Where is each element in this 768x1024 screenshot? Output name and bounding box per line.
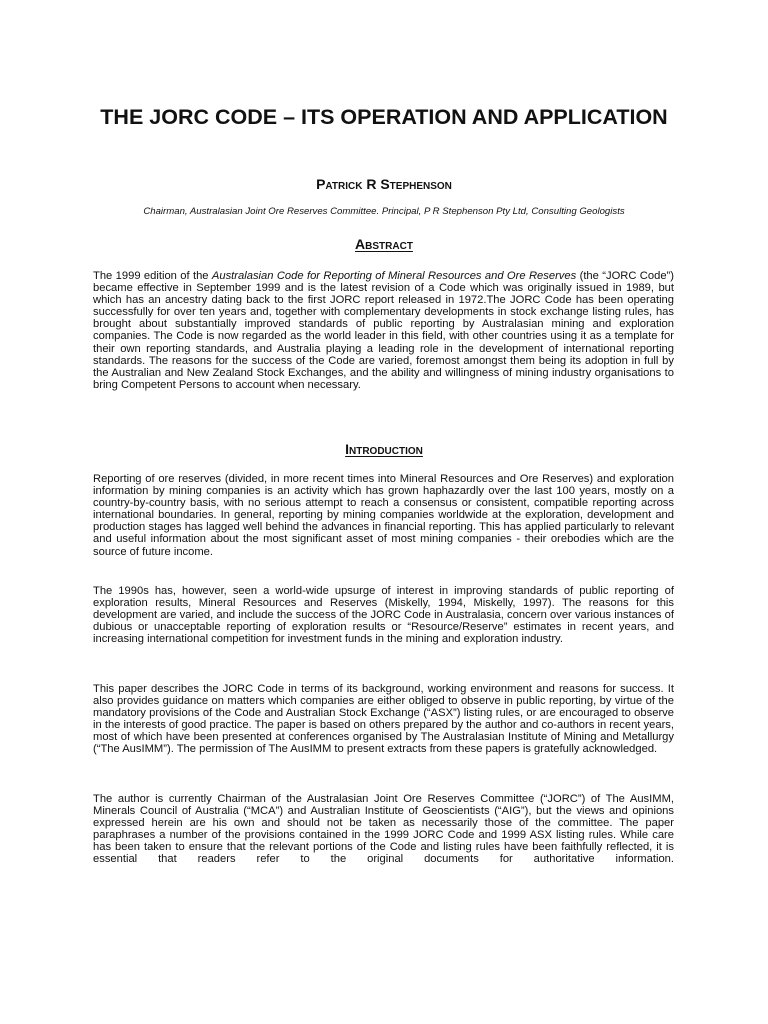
abstract-code-title: Australasian Code for Reporting of Mineral Resources and Ore Reserves [211,270,577,282]
intro-paragraph-1: Reporting of ore reserves (divided, in more recent times into Mineral Resources and Ore Reserves) and exploration information by mining companies is an activity which has grown haphazardly over the last 100 years, mostly on a country-by-country basis, with no serious attempt to reach a consensus or consistent, compatible reporting across international boundaries. In general, reporting by mining companies worldwide at the exploration, development and production stages has lagged well behind the advances in financial reporting. This has applied particularly to relevant and useful information about the most significant asset of most mining companies - their orebodies which are the source of future income. [93,473,674,558]
introduction-heading [80,440,688,458]
abstract-text-start: The 1999 edition of the [93,270,212,282]
abstract-text-rest: (the “JORC Code”) became effective in September 1999 and is the latest revision of a Code which was originally issued in 1989, but which has an ancestry dating back to the first JORC report released in 1972.The JORC Code has been operating successfully for over ten years and, together with complementary developments in stock exchange listing rules, has brought about substantially improved standards of public reporting by Australasian mining and exploration companies. The Code is now regarded as the world leader in this field, with other countries using it as a template for their own reporting standards, and Australia playing a leading role in the development of international reporting standards. The reasons for the success of the Code are varied, foremost amongst them being its adoption in full by the Australian and New Zealand Stock Exchanges, and the ability and willingness of mining industry organisations to bring Competent Persons to account when necessary. [93,270,674,391]
abstract-heading-text: Abstract [355,236,413,252]
abstract-paragraph [93,270,674,391]
abstract-heading [80,235,688,253]
intro-paragraph-4: The author is currently Chairman of the Australasian Joint Ore Reserves Committee (“JORC”) of The AusIMM, Minerals Council of Australia (“MCA”) and Australian Institute of Geoscientists (“AIG”), but the views and opinions expressed herein are his own and should not be taken as necessarily those of the committee. The paper paraphrases a number of the provisions contained in the 1999 JORC Code and 1999 ASX listing rules. While care has been taken to ensure that the relevant portions of the Code and listing rules have been faithfully reflected, it is essential that readers refer to the original documents for authoritative information. [93,793,674,866]
intro-paragraph-3: This paper describes the JORC Code in terms of its background, working environment and reasons for success. It also provides guidance on matters which companies are either obliged to observe in public reporting, by virtue of the mandatory provisions of the Code and Australian Stock Exchange (“ASX”) listing rules, or are encouraged to observe in the interests of good practice. The paper is based on others prepared by the author and co-authors in recent years, most of which have been presented at conferences organised by The Australasian Institute of Mining and Metallurgy (“The AusIMM”). The permission of The AusIMM to present extracts from these papers is gratefully acknowledged. [93,683,674,756]
author-affiliation: Chairman, Australasian Joint Ore Reserves Committee. Principal, P R Stephenson Pty Ltd, Consulting Geologists [143,206,625,217]
author-name: Patrick R Stephenson [316,176,452,192]
paper-title: THE JORC CODE – ITS OPERATION AND APPLICATION [100,105,668,129]
introduction-heading-text: Introduction [345,441,423,457]
intro-paragraph-2: The 1990s has, however, seen a world-wide upsurge of interest in improving standards of public reporting of exploration results, Mineral Resources and Reserves (Miskelly, 1994, Miskelly, 1997). The reasons for this development are varied, and include the success of the JORC Code in Australasia, concern over various instances of dubious or unacceptable reporting of exploration results or “Resource/Reserve” estimates in recent years, and increasing international competition for investment funds in the mining and exploration industry. [93,585,674,646]
